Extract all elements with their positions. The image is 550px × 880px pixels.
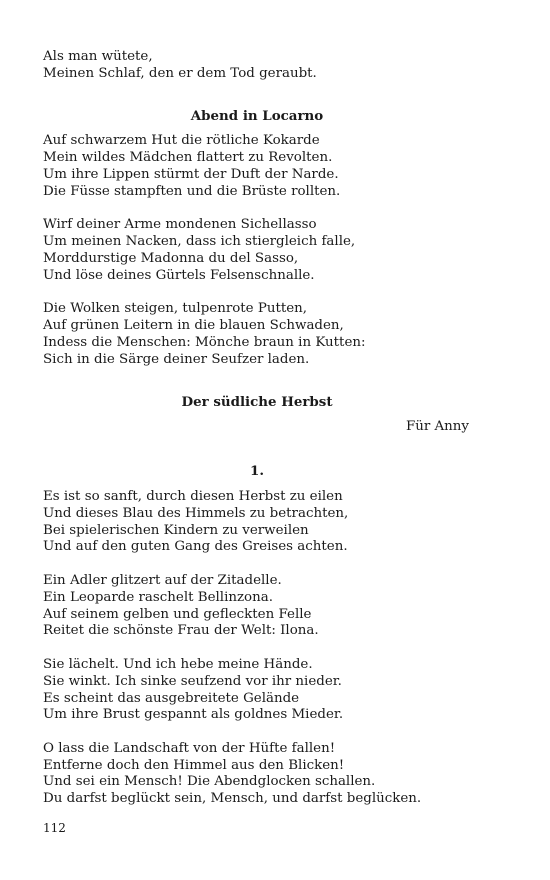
verse-line: Und löse deines Gürtels Felsenschnalle. <box>43 267 315 283</box>
verse-line: Sich in die Särge deiner Seufzer laden. <box>43 351 310 367</box>
verse-line: Und auf den guten Gang des Greises achten. <box>43 539 348 555</box>
verse-line: Reitet die schönste Frau der Welt: Ilona. <box>43 623 319 639</box>
verse-line: O lass die Landschaft von der Hüfte fallen! <box>43 740 336 756</box>
verse-line: Und sei ein Mensch! Die Abendglocken schallen. <box>43 774 376 790</box>
verse-line: Um meinen Nacken, dass ich stiergleich falle, <box>43 234 356 250</box>
verse-line: Mein wildes Mädchen flattert zu Revolten. <box>43 150 333 166</box>
verse-line: Bei spielerischen Kindern zu verweilen <box>43 522 309 538</box>
verse-line: Ein Adler glitzert auf der Zitadelle. <box>43 572 282 588</box>
verse-line: Sie winkt. Ich sinke seufzend vor ihr nieder. <box>43 673 342 689</box>
stanza <box>43 573 471 640</box>
page-number: 112 <box>43 821 66 835</box>
verse-line: Indess die Menschen: Mönche braun in Kutten: <box>43 334 366 350</box>
book-page <box>43 49 471 808</box>
verse-line: Entferne doch den Himmel aus den Blicken! <box>43 757 345 773</box>
poem-title: Der südliche Herbst <box>181 393 333 410</box>
verse-line: Morddurstige Madonna du del Sasso, <box>43 250 299 266</box>
verse-line: Du darfst beglückt sein, Mensch, und darfst beglücken. <box>43 791 422 807</box>
verse-line: Die Wolken steigen, tulpenrote Putten, <box>43 301 308 317</box>
poem-title: Abend in Locarno <box>190 107 324 124</box>
verse-line: Um ihre Brust gespannt als goldnes Mieder. <box>43 707 344 723</box>
verse-line: Es ist so sanft, durch diesen Herbst zu eilen <box>43 488 343 504</box>
verse-line: Es scheint das ausgebreitete Gelände <box>43 690 300 706</box>
verse-line: Auf seinem gelben und gefleckten Felle <box>43 606 312 622</box>
verse-line: Um ihre Lippen stürmt der Duft der Narde. <box>43 166 339 182</box>
dedication: Für Anny <box>405 419 469 435</box>
opening-stanza <box>43 49 471 83</box>
section-number: 1. <box>250 463 264 480</box>
verse-line: Wirf deiner Arme mondenen Sichellasso <box>43 217 317 233</box>
verse-line: Die Füsse stampften und die Brüste rollten. <box>43 183 341 199</box>
verse-line: Sie lächelt. Und ich hebe meine Hände. <box>43 656 313 672</box>
stanza <box>43 301 471 368</box>
stanza <box>43 657 471 724</box>
verse-line: Ein Leoparde raschelt Bellinzona. <box>43 589 273 605</box>
verse-line: Meinen Schlaf, den er dem Tod geraubt. <box>43 65 317 81</box>
verse-line: Auf grünen Leitern in die blauen Schwaden, <box>43 318 344 334</box>
stanza <box>43 489 471 556</box>
stanza <box>43 217 471 284</box>
verse-line: Als man wütete, <box>43 49 153 64</box>
verse-line: Und dieses Blau des Himmels zu betrachten, <box>43 505 349 521</box>
verse-line: Auf schwarzem Hut die rötliche Kokarde <box>43 133 320 149</box>
stanza <box>43 133 471 200</box>
stanza <box>43 741 471 808</box>
